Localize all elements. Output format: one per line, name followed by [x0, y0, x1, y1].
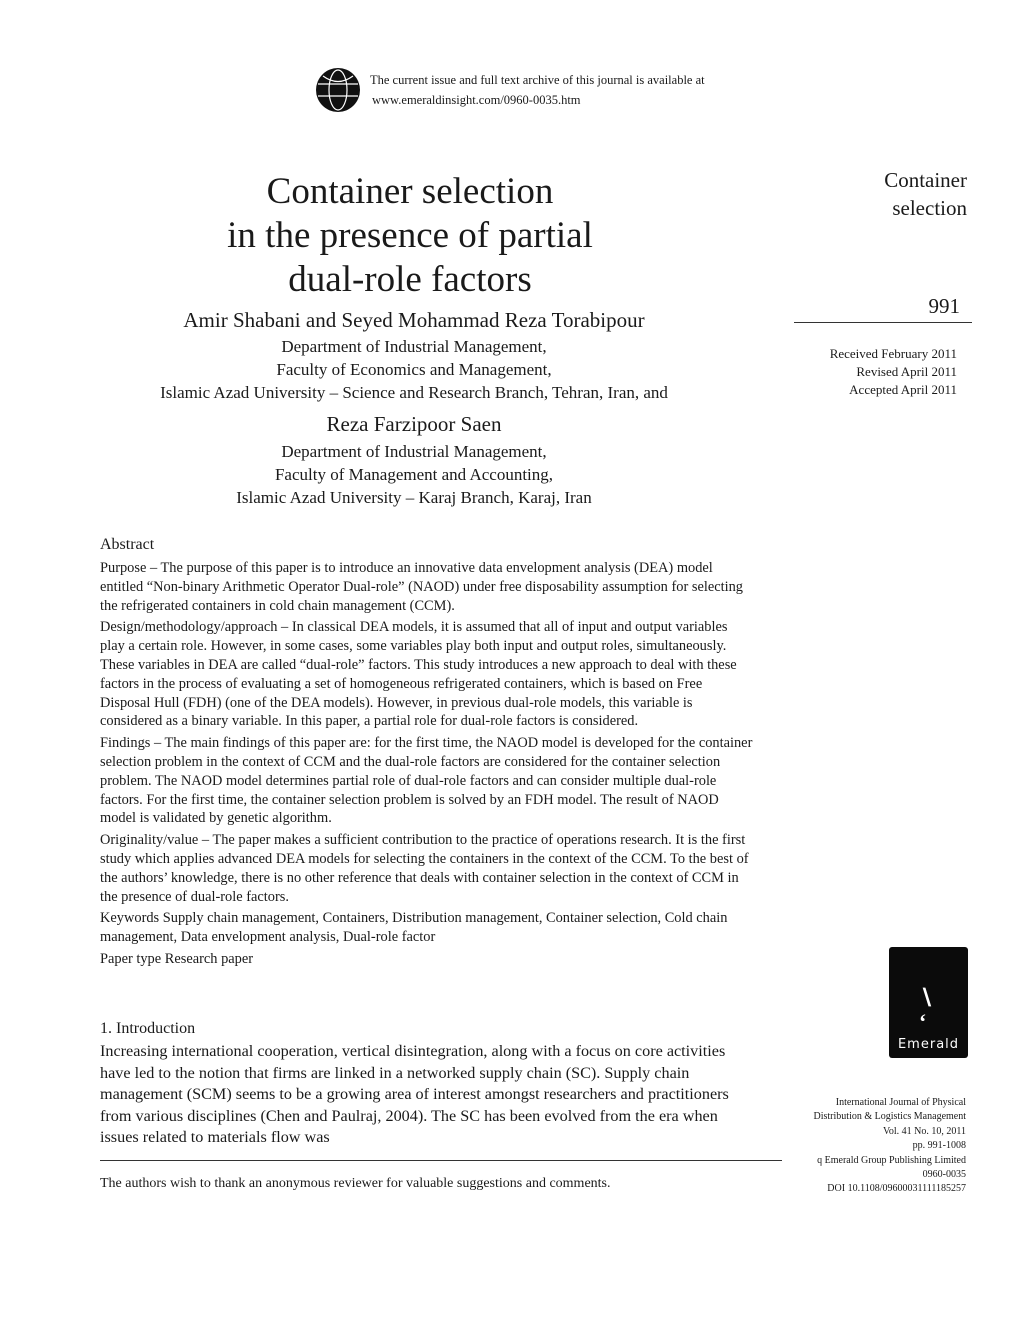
archive-notice: The current issue and full text archive of this journal is available at — [370, 73, 705, 87]
journal-info-line: pp. 991-1008 — [912, 1140, 966, 1152]
affiliation-line: Department of Industrial Management, — [281, 337, 547, 356]
abstract-findings: Findings – The main findings of this paper are: for the first time, the NAOD model is developed for the container selection problem in the context of CCM and the dual-role factors are considered for the container selection problem. The NAOD model determines partial role of dual-role factors and can consider multiple dual-role factors. For the first time, the container selection problem is solved by an FDH model. The result of NAOD model is validated by genetic algorithm. — [100, 735, 753, 827]
abstract-design: Design/methodology/approach – In classical DEA models, it is assumed that all of input and output variables play a certain role. However, in some cases, some variables play both input and output roles, simultaneously. These variables in DEA are called “dual-role” factors. This study introduces a new approach to deal with these factors in the process of evaluating a set of homogeneous refrigerated containers, which is based on Free Disposal Hull (FDH) (one of the DEA models). However, in previous dual-role models, this variable is considered as a binary variable. In this paper, a partial role for dual-role factors is considered. — [100, 619, 737, 730]
paper-type: Paper type Research paper — [100, 950, 254, 967]
affiliation-line: Faculty of Economics and Management, — [276, 360, 552, 379]
author-names: Amir Shabani and Seyed Mohammad Reza Torabipour — [183, 308, 645, 332]
title-line: Container selection — [266, 171, 554, 212]
logo-stroke-icon: ‘ — [919, 1009, 927, 1034]
accepted-date: Accepted April 2011 — [849, 382, 957, 397]
affiliation-line: Department of Industrial Management, — [281, 442, 547, 461]
received-date: Received February 2011 — [829, 346, 957, 361]
journal-info-line: Distribution & Logistics Management — [813, 1111, 966, 1123]
title-line: dual-role factors — [288, 259, 532, 300]
running-title — [884, 166, 967, 222]
journal-info — [814, 1096, 966, 1197]
affiliation-line: Faculty of Management and Accounting, — [274, 465, 554, 484]
revised-date: Revised April 2011 — [856, 364, 957, 379]
author-affiliation — [100, 440, 728, 509]
logo-stroke-icon: ∖ — [919, 985, 934, 1010]
running-title-line: Container — [884, 168, 967, 192]
journal-info-line: International Journal of Physical — [835, 1097, 966, 1108]
journal-info-line: q Emerald Group Publishing Limited — [817, 1154, 966, 1166]
globe-icon — [315, 67, 361, 113]
abstract-originality: Originality/value – The paper makes a sufficient contribution to the practice of operations research. It is the first study which applies advanced DEA models for selecting the containers in the context of the CCM. To the best of the authors’ knowledge, there is no other reference that deals with container selection in the context of CCM in the presence of dual-role factors. — [100, 832, 749, 905]
section-heading: 1. Introduction — [100, 1020, 196, 1037]
abstract-purpose: Purpose – The purpose of this paper is to introduce an innovative data envelopment analysis (DEA) model entitled “Non-binary Arithmetic Operator Dual-role” (NAOD) under free disposability assumption for selecting the refrigerated containers in cold chain management (CCM). — [100, 560, 743, 614]
section-body: Increasing international cooperation, vertical disintegration, along with a focus on core activities have led to the notion that firms are linked in a networked supply chain (SC). Supply chain management (SCM) seems to be a growing area of interest amongst researchers and practitioners from various disciplines (Chen and Paulraj, 2004). The SC has been evolved from the era when issues related to materials flow was — [100, 1042, 729, 1146]
margin-divider — [794, 322, 972, 323]
submission-dates — [830, 345, 957, 399]
abstract-body — [100, 559, 755, 972]
author-affiliation — [100, 335, 728, 404]
affiliation-line: Islamic Azad University – Science and Research Branch, Tehran, Iran, and — [160, 383, 668, 402]
running-title-line: selection — [892, 196, 967, 220]
title-line: in the presence of partial — [227, 215, 593, 256]
abstract-heading: Abstract — [100, 536, 155, 553]
journal-info-line: 0960-0035 — [922, 1169, 966, 1181]
page-number: 991 — [928, 294, 960, 318]
footnote: The authors wish to thank an anonymous reviewer for valuable suggestions and comments. — [100, 1176, 611, 1191]
brand-word: Emerald — [897, 1037, 960, 1052]
paper-title — [100, 170, 720, 302]
footnote-divider — [100, 1160, 782, 1161]
affiliation-line: Islamic Azad University – Karaj Branch, Karaj, Iran — [236, 488, 592, 507]
journal-info-line: DOI 10.1108/09600031111185257 — [827, 1183, 966, 1195]
journal-info-line: Vol. 41 No. 10, 2011 — [882, 1125, 966, 1137]
archive-url[interactable]: www.emeraldinsight.com/0960-0035.htm — [372, 93, 581, 107]
keywords: Keywords Supply chain management, Containers, Distribution management, Container selection, Cold chain management, Data envelopment analysis, Dual-role factor — [100, 910, 728, 946]
author-names: Reza Farzipoor Saen — [326, 412, 502, 436]
emerald-logo-icon — [889, 947, 968, 1058]
